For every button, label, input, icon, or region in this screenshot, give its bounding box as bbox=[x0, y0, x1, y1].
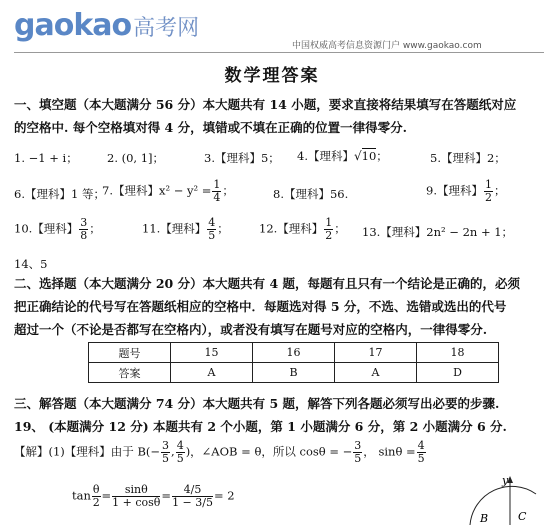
answer-9 bbox=[426, 179, 505, 204]
section2-line2: 把正确结论的代号写在答题纸相应的空格中．每题选对得 5 分，不选、选错或选出的代号 bbox=[14, 299, 507, 314]
section1-line1: 一、填空题（本大题满分 56 分）本大题共有 14 小题，要求直接将结果填写在答题纸对应 bbox=[14, 97, 517, 112]
table-cell: 15 bbox=[171, 343, 253, 363]
answer-7-num: 1 bbox=[213, 178, 221, 191]
answer-2: 2. (0, 1]； bbox=[107, 151, 165, 165]
site-tagline: 中国权威高考信息资源门户 www.gaokao.com bbox=[292, 41, 482, 51]
answer-4-prefix: 4.【理科】 bbox=[297, 149, 354, 163]
sqrt-icon: √ bbox=[353, 149, 362, 163]
section1-intro bbox=[14, 93, 532, 139]
answer-9-prefix: 9.【理科】 bbox=[426, 183, 483, 198]
y-axis-label: y bbox=[502, 474, 509, 487]
table-header-row bbox=[89, 343, 499, 363]
fraction-num: 4/5 bbox=[172, 484, 213, 497]
answer-10 bbox=[14, 217, 101, 242]
answer-11-num: 4 bbox=[208, 216, 216, 229]
table-cell: A bbox=[171, 363, 253, 383]
table-row bbox=[89, 363, 499, 383]
fraction-den: 5 bbox=[417, 452, 425, 465]
fraction-num: θ bbox=[92, 483, 100, 496]
answer-11-prefix: 11.【理科】 bbox=[142, 221, 207, 236]
answer-12-suffix: ； bbox=[334, 221, 346, 236]
answer-10-suffix: ； bbox=[89, 221, 101, 236]
fraction-den: 5 bbox=[354, 452, 362, 465]
answer-8: 8.【理科】56. bbox=[273, 187, 349, 201]
answer-11-fraction bbox=[207, 217, 216, 242]
answer-10-fraction bbox=[79, 217, 88, 242]
answer-4-radicand: 10 bbox=[361, 149, 377, 163]
table-cell: 题号 bbox=[89, 343, 171, 363]
answer-10-num: 3 bbox=[80, 216, 88, 229]
site-logo[interactable] bbox=[14, 8, 199, 43]
fraction-num: 3 bbox=[354, 439, 362, 452]
numeric-fraction bbox=[172, 484, 213, 509]
sin-over-cos-fraction bbox=[112, 484, 160, 509]
result: = 2 bbox=[213, 488, 235, 503]
fraction-num: 4 bbox=[417, 439, 425, 452]
answer-4-suffix: ； bbox=[376, 149, 388, 163]
point-b-y-fraction bbox=[176, 440, 185, 465]
answer-14: 14、5 bbox=[14, 257, 48, 271]
answer-5: 5.【理科】2； bbox=[430, 151, 506, 165]
fraction-den: 1 − 3/5 bbox=[172, 496, 213, 509]
section2-intro bbox=[14, 272, 532, 341]
answer-7-fraction bbox=[212, 179, 221, 204]
answer-12-fraction bbox=[324, 217, 333, 242]
answer-11 bbox=[142, 217, 229, 242]
answer-11-den: 5 bbox=[208, 229, 216, 242]
point-b-x-fraction bbox=[161, 440, 170, 465]
answer-12-den: 2 bbox=[325, 229, 333, 242]
fraction-num: 3 bbox=[162, 439, 170, 452]
question-19-solution bbox=[14, 440, 427, 465]
answer-table bbox=[88, 342, 499, 383]
table-cell: B bbox=[253, 363, 335, 383]
document-title: 数学理答案 bbox=[224, 66, 320, 86]
equals-sign: = bbox=[101, 488, 112, 503]
cos-fraction bbox=[353, 440, 362, 465]
answer-9-den: 2 bbox=[484, 191, 492, 204]
answer-7-den: 4 bbox=[213, 191, 221, 204]
answer-7-prefix: 7.【理科】x² − y² = bbox=[102, 183, 212, 198]
sin-fraction bbox=[417, 440, 426, 465]
point-c-label: C bbox=[518, 510, 527, 523]
fraction-num: sinθ bbox=[112, 484, 160, 497]
tan-label: tan bbox=[72, 488, 91, 503]
answer-6: 6.【理科】1 等； bbox=[14, 187, 105, 201]
fraction-num: 4 bbox=[176, 439, 184, 452]
fraction-den: 1 + cosθ bbox=[112, 496, 161, 509]
fraction-den: 5 bbox=[162, 452, 170, 465]
answer-10-den: 8 bbox=[80, 229, 88, 242]
answer-12-num: 1 bbox=[325, 216, 333, 229]
answer-9-num: 1 bbox=[484, 178, 492, 191]
section3-intro: 三、解答题（本大题满分 74 分）本大题共有 5 题，解答下列各题必须写出必要的步骤. bbox=[14, 396, 500, 411]
table-cell: 16 bbox=[253, 343, 335, 363]
section1-line2: 的空格中. 每个空格填对得 4 分，填错或不填在正确的位置一律得零分. bbox=[14, 120, 407, 135]
equals-sign: = bbox=[161, 488, 172, 503]
answer-1: 1. −1 + i； bbox=[14, 151, 78, 165]
table-cell: 18 bbox=[417, 343, 499, 363]
section2-line3: 超过一个（不论是否都写在空格内），或者没有填写在题号对应的空格内，一律得零分. bbox=[14, 322, 488, 337]
question-19-header: 19、 (本题满分 12 分) 本题共有 2 个小题，第 1 小题满分 6 分，第 2 小题满分 6 分. bbox=[14, 419, 507, 434]
unit-circle-figure bbox=[466, 474, 544, 525]
tan-half-angle-formula bbox=[72, 484, 235, 509]
answer-12 bbox=[259, 217, 346, 242]
fraction-den: 5 bbox=[176, 452, 184, 465]
table-cell: 答案 bbox=[89, 363, 171, 383]
answer-11-suffix: ； bbox=[217, 221, 229, 236]
answer-7-suffix: ； bbox=[222, 183, 234, 198]
theta-half-fraction bbox=[92, 484, 101, 509]
solution-sin-label: ， sinθ = bbox=[363, 444, 416, 459]
solution-comma: , bbox=[171, 444, 175, 459]
section2-line1: 二、选择题（本大题满分 20 分）本大题共有 4 题，每题有且只有一个结论是正确的，必须 bbox=[14, 276, 521, 291]
solution-mid: )，∠AOB = θ，所以 cosθ = − bbox=[185, 444, 353, 459]
answer-9-fraction bbox=[484, 179, 493, 204]
answer-13: 13.【理科】2n² − 2n + 1； bbox=[362, 225, 514, 239]
answer-10-prefix: 10.【理科】 bbox=[14, 221, 79, 236]
fraction-den: 2 bbox=[92, 496, 100, 509]
table-cell: A bbox=[335, 363, 417, 383]
answer-4 bbox=[297, 148, 388, 164]
solution-prefix: 【解】(1)【理科】由于 B(− bbox=[14, 444, 161, 459]
point-b-label: B bbox=[480, 512, 489, 525]
table-cell: 17 bbox=[335, 343, 417, 363]
table-cell: D bbox=[417, 363, 499, 383]
logo-cn-text: 高考网 bbox=[133, 16, 200, 41]
header-divider bbox=[14, 52, 544, 53]
answer-3: 3.【理科】5； bbox=[204, 151, 280, 165]
logo-latin-text: gaokao bbox=[14, 8, 132, 43]
answer-7 bbox=[102, 179, 234, 204]
answer-12-prefix: 12.【理科】 bbox=[259, 221, 324, 236]
answer-9-suffix: ； bbox=[493, 183, 506, 198]
